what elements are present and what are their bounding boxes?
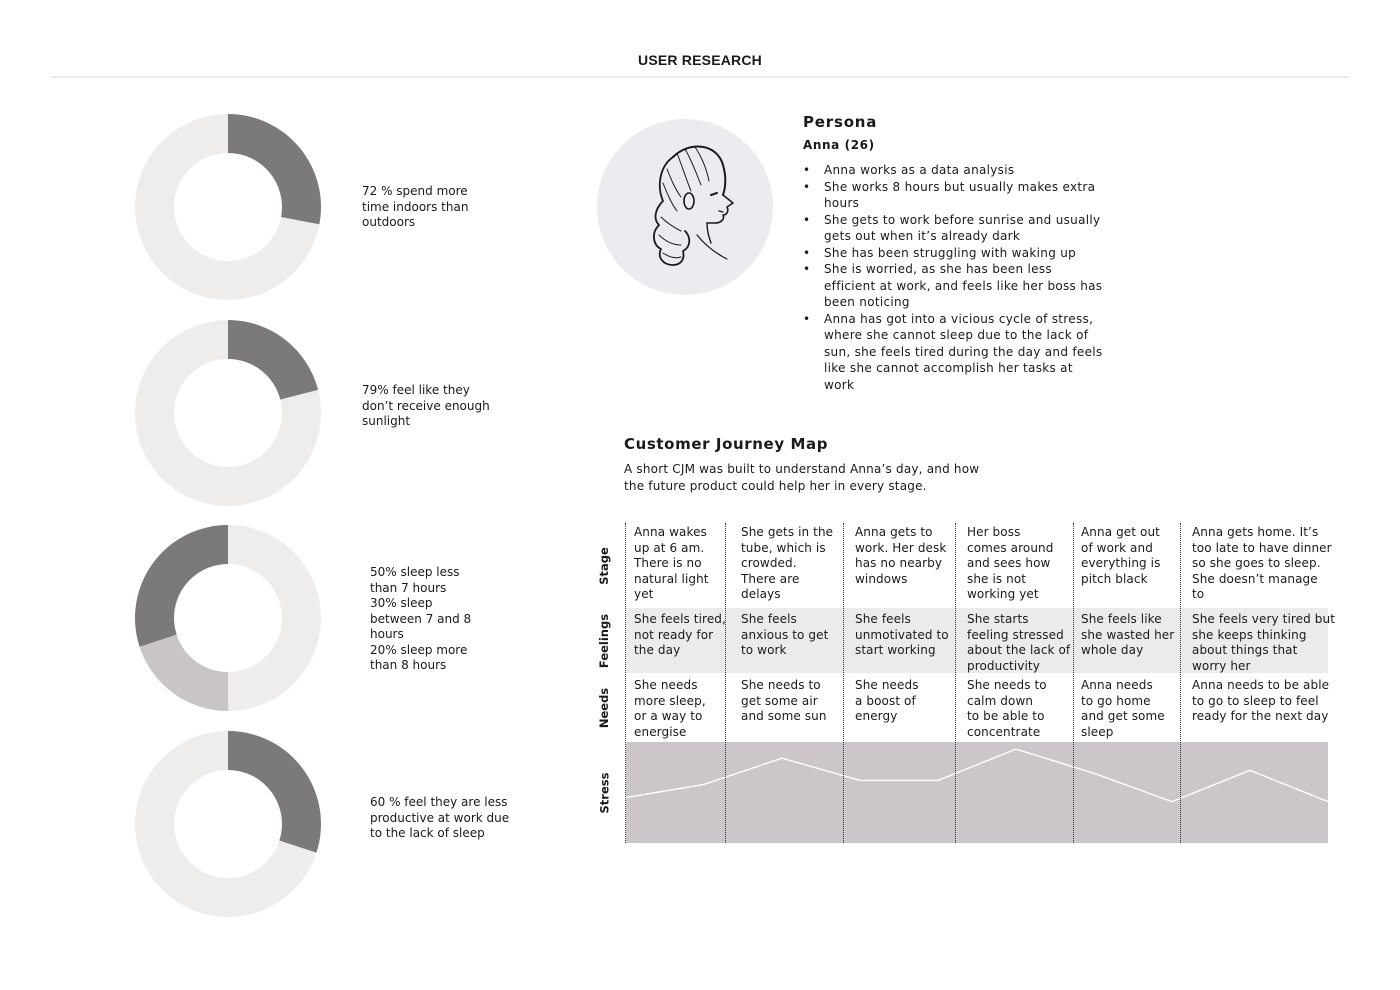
feeling-cell: She starts feeling stressed about the lack of productivity bbox=[967, 612, 1071, 673]
column-divider bbox=[725, 523, 726, 843]
donut-segment bbox=[135, 525, 228, 647]
donut-segment bbox=[228, 320, 318, 400]
need-cell: Anna needs to be able to go to sleep to feel ready for the next day bbox=[1192, 678, 1330, 723]
cjm-description: A short CJM was built to understand Anna’s day, and how the future product could help her in every stage. bbox=[624, 462, 980, 493]
indoor-time-stat: 72 % spend more time indoors than outdoors bbox=[362, 184, 469, 229]
stage-cell: Anna get out of work and everything is pitch black bbox=[1081, 525, 1161, 586]
persona-bullet-list bbox=[803, 162, 1103, 393]
productivity-stat: 60 % feel they are less productive at work due to the lack of sleep bbox=[370, 795, 510, 840]
page-title: USER RESEARCH bbox=[638, 52, 762, 68]
persona-bullet: • She gets to work before sunrise and usually gets out when it’s already dark bbox=[803, 212, 1103, 245]
row-label-feelings: Feelings bbox=[597, 613, 612, 668]
stress-line bbox=[626, 749, 1328, 802]
stage-cell: Her boss comes around and sees how she is not working yet bbox=[967, 525, 1054, 601]
stage-cell: Anna wakes up at 6 am. There is no natural light yet bbox=[634, 525, 709, 601]
feeling-cell: She feels very tired but she keeps thinking about things that worry her bbox=[1192, 612, 1335, 673]
column-divider bbox=[1073, 523, 1074, 843]
persona-bullet: • Anna works as a data analysis bbox=[803, 162, 1103, 179]
persona-heading: Persona bbox=[803, 113, 878, 131]
need-cell: She needs to calm down to be able to concentrate bbox=[967, 678, 1047, 739]
need-cell: She needs to get some air and some sun bbox=[741, 678, 827, 723]
feeling-cell: She feels anxious to get to work bbox=[741, 612, 829, 657]
donut-segment bbox=[228, 731, 321, 853]
column-divider bbox=[625, 523, 626, 843]
donut-segment bbox=[140, 635, 228, 711]
persona-bullet: • She works 8 hours but usually makes extra hours bbox=[803, 179, 1103, 212]
donut-segment bbox=[228, 525, 321, 711]
title-divider bbox=[50, 76, 1350, 78]
sleep-hours-donut-chart bbox=[133, 523, 323, 713]
persona-bullet: • She is worried, as she has been less efficient at work, and feels like her boss has been noticing bbox=[803, 261, 1103, 311]
sunlight-stat: 79% feel like they don’t receive enough sunlight bbox=[362, 383, 490, 428]
column-divider bbox=[955, 523, 956, 843]
persona-bullet: • She has been struggling with waking up bbox=[803, 245, 1103, 262]
stage-cell: She gets in the tube, which is crowded. There are delays bbox=[741, 525, 834, 601]
row-label-stress: Stress bbox=[597, 772, 612, 813]
need-cell: She needs a boost of energy bbox=[855, 678, 919, 723]
stage-cell: Anna gets home. It’s too late to have dinner so she goes to sleep. She doesn’t manage to bbox=[1192, 525, 1332, 601]
column-divider bbox=[843, 523, 844, 843]
column-divider bbox=[1180, 523, 1181, 843]
indoor-time-donut-chart bbox=[133, 112, 323, 302]
sleep-hours-stat: 50% sleep less than 7 hours 30% sleep between 7 and 8 hours 20% sleep more than 8 hours bbox=[370, 565, 472, 672]
stress-chart bbox=[626, 742, 1328, 843]
need-cell: Anna needs to go home and get some sleep bbox=[1081, 678, 1165, 739]
persona-avatar bbox=[597, 119, 773, 295]
stage-cell: Anna gets to work. Her desk has no nearby windows bbox=[855, 525, 947, 586]
donut-segment bbox=[228, 114, 321, 224]
row-label-needs: Needs bbox=[597, 687, 611, 728]
feeling-cell: She feels tired, not ready for the day bbox=[634, 612, 726, 657]
persona-name: Anna (26) bbox=[803, 138, 875, 152]
sunlight-donut-chart bbox=[133, 318, 323, 508]
productivity-donut-chart bbox=[133, 729, 323, 919]
feeling-cell: She feels like she wasted her whole day bbox=[1081, 612, 1175, 657]
need-cell: She needs more sleep, or a way to energise bbox=[634, 678, 706, 739]
cjm-heading: Customer Journey Map bbox=[624, 435, 829, 453]
feeling-cell: She feels unmotivated to start working bbox=[855, 612, 949, 657]
row-label-stage: Stage bbox=[597, 546, 612, 585]
persona-bullet: • Anna has got into a vicious cycle of stress, where she cannot sleep due to the lack of sun, she feels tired during the day and feels like she cannot accomplish her tasks at work bbox=[803, 311, 1103, 394]
